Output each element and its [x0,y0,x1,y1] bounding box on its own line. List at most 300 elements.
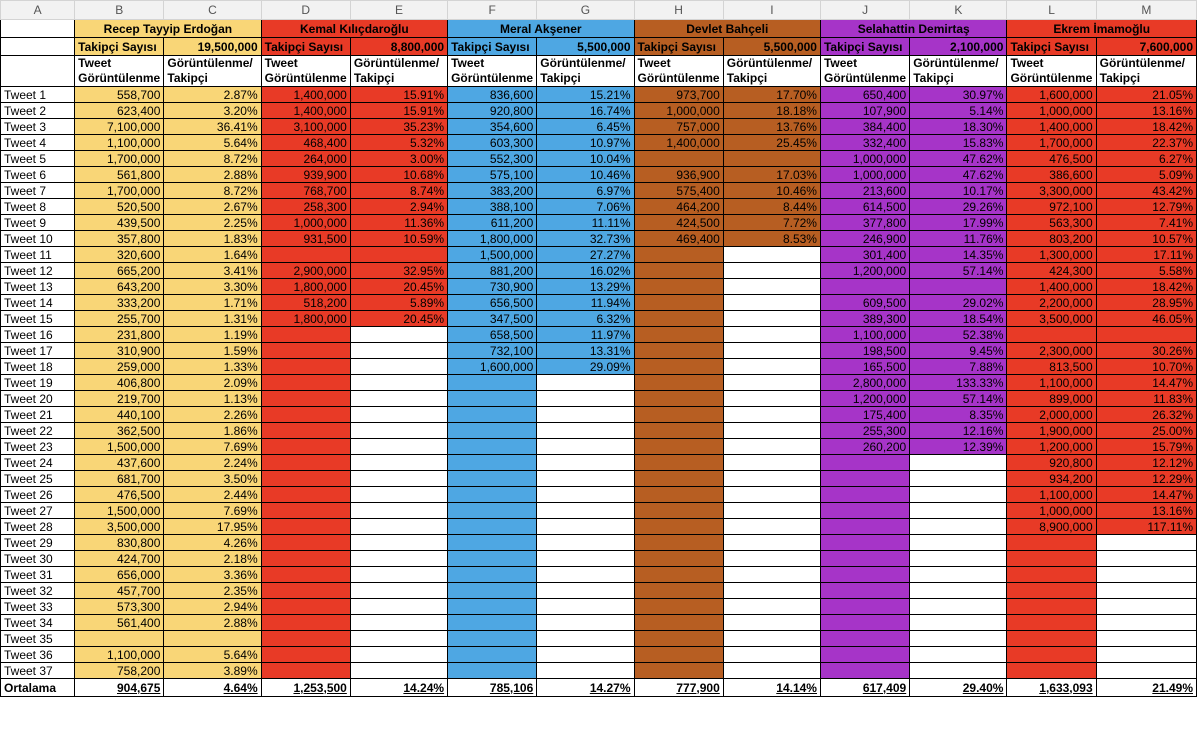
row-label[interactable]: Tweet 21 [1,407,75,423]
views-cell-erdogan[interactable]: 259,000 [75,359,164,375]
views-cell-kilicdaroglu[interactable]: 468,400 [261,135,350,151]
ratio-cell-imamoglu[interactable]: 12.12% [1096,455,1196,471]
ratio-cell-kilicdaroglu[interactable] [350,647,447,663]
views-cell-imamoglu[interactable]: 934,200 [1007,471,1096,487]
views-cell-bahceli[interactable]: 936,900 [634,167,723,183]
views-cell-demirtas[interactable]: 301,400 [820,247,909,263]
ratio-cell-demirtas[interactable]: 57.14% [910,391,1007,407]
views-cell-bahceli[interactable] [634,327,723,343]
views-cell-imamoglu[interactable]: 920,800 [1007,455,1096,471]
views-cell-kilicdaroglu[interactable] [261,631,350,647]
views-cell-aksener[interactable]: 347,500 [448,311,537,327]
views-cell-aksener[interactable] [448,407,537,423]
ratio-cell-demirtas[interactable]: 15.83% [910,135,1007,151]
ratio-cell-bahceli[interactable] [723,311,820,327]
views-cell-imamoglu[interactable]: 1,100,000 [1007,487,1096,503]
ratio-cell-erdogan[interactable]: 2.67% [164,199,261,215]
views-cell-bahceli[interactable] [634,615,723,631]
ratio-cell-demirtas[interactable]: 18.30% [910,119,1007,135]
views-cell-imamoglu[interactable]: 2,200,000 [1007,295,1096,311]
views-cell-kilicdaroglu[interactable]: 264,000 [261,151,350,167]
ratio-cell-aksener[interactable] [537,391,634,407]
column-header-D[interactable]: D [261,1,350,20]
views-cell-kilicdaroglu[interactable] [261,519,350,535]
views-cell-aksener[interactable]: 658,500 [448,327,537,343]
views-cell-demirtas[interactable] [820,663,909,679]
ratio-cell-erdogan[interactable]: 3.50% [164,471,261,487]
ratio-cell-imamoglu[interactable]: 11.83% [1096,391,1196,407]
column-header-F[interactable]: F [448,1,537,20]
views-cell-aksener[interactable] [448,647,537,663]
ratio-cell-demirtas[interactable]: 14.35% [910,247,1007,263]
ratio-cell-bahceli[interactable] [723,615,820,631]
views-header-aksener[interactable]: Tweet Görüntülenme [448,56,537,87]
candidate-name-kilicdaroglu[interactable]: Kemal Kılıçdaroğlu [261,20,447,38]
ratio-cell-demirtas[interactable] [910,599,1007,615]
views-cell-bahceli[interactable] [634,631,723,647]
views-cell-bahceli[interactable] [634,583,723,599]
row-label[interactable]: Tweet 33 [1,599,75,615]
ratio-cell-imamoglu[interactable] [1096,599,1196,615]
views-cell-aksener[interactable]: 575,100 [448,167,537,183]
ratio-cell-imamoglu[interactable]: 7.41% [1096,215,1196,231]
ratio-cell-kilicdaroglu[interactable] [350,615,447,631]
views-cell-imamoglu[interactable]: 1,300,000 [1007,247,1096,263]
views-cell-aksener[interactable]: 1,800,000 [448,231,537,247]
follower-label-aksener[interactable]: Takipçi Sayısı [448,38,537,56]
ratio-cell-demirtas[interactable] [910,535,1007,551]
ratio-cell-bahceli[interactable] [723,455,820,471]
views-cell-bahceli[interactable] [634,247,723,263]
views-cell-imamoglu[interactable]: 813,500 [1007,359,1096,375]
row-label[interactable]: Tweet 15 [1,311,75,327]
views-cell-kilicdaroglu[interactable]: 3,100,000 [261,119,350,135]
ratio-cell-demirtas[interactable] [910,279,1007,295]
ratio-header-aksener[interactable]: Görüntülenme/ Takipçi [537,56,634,87]
views-cell-imamoglu[interactable] [1007,599,1096,615]
ratio-cell-aksener[interactable]: 6.45% [537,119,634,135]
ratio-cell-erdogan[interactable]: 7.69% [164,503,261,519]
ratio-cell-bahceli[interactable] [723,423,820,439]
ratio-cell-imamoglu[interactable] [1096,631,1196,647]
views-cell-imamoglu[interactable]: 1,900,000 [1007,423,1096,439]
ratio-cell-bahceli[interactable] [723,551,820,567]
ratio-cell-aksener[interactable]: 16.74% [537,103,634,119]
row-label[interactable]: Tweet 27 [1,503,75,519]
ratio-cell-demirtas[interactable] [910,663,1007,679]
row-label[interactable]: Tweet 9 [1,215,75,231]
row-label[interactable]: Tweet 3 [1,119,75,135]
views-cell-bahceli[interactable]: 1,000,000 [634,103,723,119]
views-cell-aksener[interactable]: 1,600,000 [448,359,537,375]
ratio-cell-demirtas[interactable]: 57.14% [910,263,1007,279]
views-cell-imamoglu[interactable]: 8,900,000 [1007,519,1096,535]
ratio-cell-demirtas[interactable] [910,551,1007,567]
ratio-cell-aksener[interactable]: 10.46% [537,167,634,183]
column-header-H[interactable]: H [634,1,723,20]
ratio-cell-aksener[interactable] [537,615,634,631]
row-label[interactable]: Tweet 32 [1,583,75,599]
ratio-cell-aksener[interactable]: 15.21% [537,87,634,103]
ratio-cell-erdogan[interactable]: 1.33% [164,359,261,375]
views-header-demirtas[interactable]: Tweet Görüntülenme [820,56,909,87]
ratio-cell-bahceli[interactable]: 8.44% [723,199,820,215]
views-cell-bahceli[interactable]: 464,200 [634,199,723,215]
views-cell-aksener[interactable] [448,423,537,439]
views-cell-aksener[interactable] [448,471,537,487]
ratio-cell-aksener[interactable] [537,519,634,535]
ratio-cell-aksener[interactable]: 11.11% [537,215,634,231]
views-cell-kilicdaroglu[interactable] [261,359,350,375]
ratio-cell-demirtas[interactable] [910,487,1007,503]
views-cell-demirtas[interactable]: 389,300 [820,311,909,327]
views-cell-imamoglu[interactable]: 1,000,000 [1007,103,1096,119]
candidate-name-bahceli[interactable]: Devlet Bahçeli [634,20,820,38]
ratio-cell-kilicdaroglu[interactable]: 8.74% [350,183,447,199]
views-cell-demirtas[interactable] [820,551,909,567]
views-cell-bahceli[interactable] [634,263,723,279]
ratio-cell-bahceli[interactable] [723,663,820,679]
views-cell-imamoglu[interactable] [1007,551,1096,567]
views-cell-kilicdaroglu[interactable] [261,567,350,583]
views-cell-erdogan[interactable]: 1,500,000 [75,503,164,519]
ratio-cell-erdogan[interactable]: 3.36% [164,567,261,583]
ratio-header-demirtas[interactable]: Görüntülenme/ Takipçi [910,56,1007,87]
row-label[interactable]: Tweet 18 [1,359,75,375]
views-cell-aksener[interactable] [448,583,537,599]
views-cell-bahceli[interactable]: 575,400 [634,183,723,199]
views-cell-imamoglu[interactable]: 899,000 [1007,391,1096,407]
views-cell-aksener[interactable] [448,615,537,631]
views-cell-kilicdaroglu[interactable]: 2,900,000 [261,263,350,279]
ratio-cell-aksener[interactable] [537,375,634,391]
ratio-cell-aksener[interactable]: 27.27% [537,247,634,263]
views-cell-kilicdaroglu[interactable]: 939,900 [261,167,350,183]
column-header-A[interactable]: A [1,1,75,20]
ratio-cell-bahceli[interactable] [723,327,820,343]
ratio-cell-bahceli[interactable] [723,503,820,519]
views-cell-erdogan[interactable]: 1,700,000 [75,183,164,199]
average-ratio-erdogan[interactable] [164,679,261,697]
ratio-cell-kilicdaroglu[interactable]: 10.59% [350,231,447,247]
average-views-demirtas[interactable] [820,679,909,697]
ratio-cell-bahceli[interactable] [723,343,820,359]
views-cell-kilicdaroglu[interactable] [261,375,350,391]
ratio-cell-demirtas[interactable] [910,567,1007,583]
views-cell-erdogan[interactable]: 758,200 [75,663,164,679]
ratio-cell-erdogan[interactable]: 8.72% [164,151,261,167]
views-cell-erdogan[interactable]: 320,600 [75,247,164,263]
ratio-cell-bahceli[interactable] [723,359,820,375]
views-cell-kilicdaroglu[interactable] [261,503,350,519]
row-label[interactable]: Tweet 36 [1,647,75,663]
ratio-cell-kilicdaroglu[interactable]: 10.68% [350,167,447,183]
average-views-bahceli[interactable] [634,679,723,697]
cell-a4[interactable] [1,56,75,87]
ratio-cell-imamoglu[interactable]: 12.79% [1096,199,1196,215]
views-cell-demirtas[interactable] [820,599,909,615]
ratio-cell-bahceli[interactable] [723,487,820,503]
ratio-cell-imamoglu[interactable]: 46.05% [1096,311,1196,327]
views-cell-bahceli[interactable] [634,439,723,455]
column-header-I[interactable]: I [723,1,820,20]
ratio-header-erdogan[interactable]: Görüntülenme/ Takipçi [164,56,261,87]
ratio-cell-aksener[interactable] [537,503,634,519]
follower-label-demirtas[interactable]: Takipçi Sayısı [820,38,909,56]
ratio-cell-bahceli[interactable] [723,263,820,279]
views-cell-kilicdaroglu[interactable] [261,343,350,359]
views-cell-erdogan[interactable]: 665,200 [75,263,164,279]
follower-label-bahceli[interactable]: Takipçi Sayısı [634,38,723,56]
ratio-cell-imamoglu[interactable]: 12.29% [1096,471,1196,487]
views-cell-kilicdaroglu[interactable] [261,663,350,679]
column-header-C[interactable]: C [164,1,261,20]
ratio-cell-imamoglu[interactable]: 14.47% [1096,487,1196,503]
views-cell-demirtas[interactable] [820,279,909,295]
views-cell-demirtas[interactable]: 650,400 [820,87,909,103]
views-cell-demirtas[interactable]: 377,800 [820,215,909,231]
ratio-cell-kilicdaroglu[interactable] [350,519,447,535]
ratio-cell-kilicdaroglu[interactable]: 15.91% [350,87,447,103]
follower-count-erdogan[interactable]: 19,500,000 [164,38,261,56]
views-cell-erdogan[interactable]: 310,900 [75,343,164,359]
ratio-cell-erdogan[interactable]: 7.69% [164,439,261,455]
views-cell-kilicdaroglu[interactable] [261,439,350,455]
ratio-cell-imamoglu[interactable]: 26.32% [1096,407,1196,423]
views-cell-bahceli[interactable]: 469,400 [634,231,723,247]
ratio-cell-imamoglu[interactable]: 18.42% [1096,279,1196,295]
views-cell-aksener[interactable]: 603,300 [448,135,537,151]
ratio-header-bahceli[interactable]: Görüntülenme/ Takipçi [723,56,820,87]
views-cell-kilicdaroglu[interactable] [261,407,350,423]
ratio-cell-kilicdaroglu[interactable] [350,439,447,455]
views-cell-demirtas[interactable]: 107,900 [820,103,909,119]
views-cell-kilicdaroglu[interactable] [261,391,350,407]
views-cell-demirtas[interactable] [820,503,909,519]
ratio-cell-kilicdaroglu[interactable] [350,631,447,647]
ratio-cell-aksener[interactable] [537,551,634,567]
ratio-cell-erdogan[interactable]: 2.35% [164,583,261,599]
ratio-cell-aksener[interactable] [537,487,634,503]
ratio-cell-demirtas[interactable]: 47.62% [910,151,1007,167]
ratio-cell-imamoglu[interactable]: 117.11% [1096,519,1196,535]
views-cell-bahceli[interactable] [634,391,723,407]
views-cell-bahceli[interactable] [634,279,723,295]
views-cell-imamoglu[interactable] [1007,615,1096,631]
views-cell-kilicdaroglu[interactable]: 258,300 [261,199,350,215]
ratio-cell-demirtas[interactable]: 5.14% [910,103,1007,119]
views-cell-erdogan[interactable]: 561,400 [75,615,164,631]
views-cell-bahceli[interactable]: 757,000 [634,119,723,135]
views-cell-erdogan[interactable]: 656,000 [75,567,164,583]
views-cell-demirtas[interactable]: 1,200,000 [820,263,909,279]
ratio-cell-kilicdaroglu[interactable] [350,487,447,503]
views-cell-kilicdaroglu[interactable] [261,551,350,567]
ratio-cell-aksener[interactable]: 7.06% [537,199,634,215]
ratio-cell-bahceli[interactable]: 10.46% [723,183,820,199]
ratio-cell-kilicdaroglu[interactable]: 11.36% [350,215,447,231]
ratio-cell-imamoglu[interactable]: 15.79% [1096,439,1196,455]
views-cell-bahceli[interactable] [634,519,723,535]
row-label[interactable]: Tweet 23 [1,439,75,455]
views-cell-bahceli[interactable] [634,647,723,663]
ratio-cell-erdogan[interactable]: 2.88% [164,615,261,631]
views-cell-bahceli[interactable] [634,663,723,679]
views-cell-aksener[interactable] [448,503,537,519]
views-cell-bahceli[interactable] [634,487,723,503]
views-cell-demirtas[interactable] [820,535,909,551]
ratio-header-kilicdaroglu[interactable]: Görüntülenme/ Takipçi [350,56,447,87]
ratio-cell-kilicdaroglu[interactable]: 5.32% [350,135,447,151]
ratio-cell-erdogan[interactable]: 2.18% [164,551,261,567]
views-cell-erdogan[interactable]: 457,700 [75,583,164,599]
views-header-kilicdaroglu[interactable]: Tweet Görüntülenme [261,56,350,87]
views-cell-erdogan[interactable]: 357,800 [75,231,164,247]
ratio-cell-aksener[interactable]: 11.94% [537,295,634,311]
ratio-cell-kilicdaroglu[interactable] [350,343,447,359]
views-cell-demirtas[interactable]: 332,400 [820,135,909,151]
ratio-cell-aksener[interactable]: 10.97% [537,135,634,151]
views-cell-kilicdaroglu[interactable]: 931,500 [261,231,350,247]
views-cell-erdogan[interactable]: 1,100,000 [75,647,164,663]
ratio-cell-erdogan[interactable]: 1.83% [164,231,261,247]
views-cell-demirtas[interactable]: 198,500 [820,343,909,359]
views-cell-imamoglu[interactable]: 3,300,000 [1007,183,1096,199]
row-label[interactable]: Tweet 1 [1,87,75,103]
views-cell-demirtas[interactable] [820,471,909,487]
ratio-cell-imamoglu[interactable]: 18.42% [1096,119,1196,135]
ratio-cell-erdogan[interactable] [164,631,261,647]
views-cell-demirtas[interactable]: 2,800,000 [820,375,909,391]
ratio-cell-erdogan[interactable]: 3.20% [164,103,261,119]
views-cell-erdogan[interactable]: 573,300 [75,599,164,615]
ratio-cell-demirtas[interactable]: 18.54% [910,311,1007,327]
ratio-cell-kilicdaroglu[interactable] [350,663,447,679]
row-label[interactable]: Tweet 20 [1,391,75,407]
ratio-cell-bahceli[interactable] [723,439,820,455]
row-label[interactable]: Tweet 8 [1,199,75,215]
views-cell-demirtas[interactable]: 213,600 [820,183,909,199]
views-cell-imamoglu[interactable]: 1,700,000 [1007,135,1096,151]
ratio-cell-kilicdaroglu[interactable] [350,551,447,567]
ratio-cell-imamoglu[interactable]: 22.37% [1096,135,1196,151]
views-cell-erdogan[interactable]: 406,800 [75,375,164,391]
row-label[interactable]: Tweet 12 [1,263,75,279]
views-cell-erdogan[interactable]: 561,800 [75,167,164,183]
views-cell-demirtas[interactable] [820,519,909,535]
views-cell-imamoglu[interactable]: 2,000,000 [1007,407,1096,423]
ratio-cell-kilicdaroglu[interactable]: 20.45% [350,279,447,295]
views-cell-imamoglu[interactable]: 563,300 [1007,215,1096,231]
views-cell-kilicdaroglu[interactable] [261,583,350,599]
follower-count-imamoglu[interactable]: 7,600,000 [1096,38,1196,56]
ratio-cell-erdogan[interactable]: 8.72% [164,183,261,199]
views-cell-erdogan[interactable] [75,631,164,647]
candidate-name-imamoglu[interactable]: Ekrem İmamoğlu [1007,20,1197,38]
ratio-cell-demirtas[interactable] [910,615,1007,631]
ratio-cell-erdogan[interactable]: 1.31% [164,311,261,327]
ratio-cell-demirtas[interactable]: 30.97% [910,87,1007,103]
views-cell-bahceli[interactable] [634,471,723,487]
views-cell-erdogan[interactable]: 830,800 [75,535,164,551]
views-cell-kilicdaroglu[interactable]: 1,400,000 [261,103,350,119]
views-cell-aksener[interactable]: 732,100 [448,343,537,359]
ratio-cell-bahceli[interactable] [723,583,820,599]
ratio-cell-erdogan[interactable]: 4.26% [164,535,261,551]
candidate-name-erdogan[interactable]: Recep Tayyip Erdoğan [75,20,261,38]
average-views-imamoglu[interactable] [1007,679,1096,697]
views-cell-bahceli[interactable] [634,567,723,583]
ratio-cell-demirtas[interactable] [910,519,1007,535]
ratio-cell-kilicdaroglu[interactable]: 3.00% [350,151,447,167]
ratio-cell-kilicdaroglu[interactable] [350,503,447,519]
ratio-cell-erdogan[interactable]: 1.64% [164,247,261,263]
ratio-cell-demirtas[interactable]: 47.62% [910,167,1007,183]
ratio-cell-demirtas[interactable]: 7.88% [910,359,1007,375]
ratio-cell-aksener[interactable] [537,407,634,423]
average-label[interactable]: Ortalama [1,679,75,697]
ratio-cell-aksener[interactable]: 11.97% [537,327,634,343]
average-ratio-imamoglu[interactable] [1096,679,1196,697]
views-cell-imamoglu[interactable]: 424,300 [1007,263,1096,279]
views-cell-imamoglu[interactable]: 1,100,000 [1007,375,1096,391]
ratio-cell-kilicdaroglu[interactable]: 32.95% [350,263,447,279]
ratio-cell-bahceli[interactable] [723,407,820,423]
views-header-imamoglu[interactable]: Tweet Görüntülenme [1007,56,1096,87]
ratio-cell-aksener[interactable] [537,471,634,487]
views-cell-imamoglu[interactable]: 1,600,000 [1007,87,1096,103]
ratio-cell-aksener[interactable]: 6.97% [537,183,634,199]
ratio-cell-erdogan[interactable]: 2.88% [164,167,261,183]
views-cell-imamoglu[interactable]: 972,100 [1007,199,1096,215]
views-cell-aksener[interactable] [448,455,537,471]
row-label[interactable]: Tweet 10 [1,231,75,247]
views-cell-erdogan[interactable]: 440,100 [75,407,164,423]
ratio-cell-bahceli[interactable]: 13.76% [723,119,820,135]
ratio-cell-aksener[interactable]: 13.31% [537,343,634,359]
views-cell-kilicdaroglu[interactable] [261,423,350,439]
follower-count-aksener[interactable]: 5,500,000 [537,38,634,56]
row-label[interactable]: Tweet 29 [1,535,75,551]
ratio-cell-kilicdaroglu[interactable] [350,423,447,439]
ratio-cell-erdogan[interactable]: 2.26% [164,407,261,423]
cell-a2[interactable] [1,20,75,38]
ratio-cell-erdogan[interactable]: 1.71% [164,295,261,311]
candidate-name-demirtas[interactable]: Selahattin Demirtaş [820,20,1006,38]
ratio-cell-aksener[interactable]: 10.04% [537,151,634,167]
ratio-cell-kilicdaroglu[interactable]: 15.91% [350,103,447,119]
views-cell-kilicdaroglu[interactable]: 1,800,000 [261,311,350,327]
ratio-cell-imamoglu[interactable]: 30.26% [1096,343,1196,359]
average-ratio-bahceli[interactable] [723,679,820,697]
ratio-cell-demirtas[interactable]: 29.26% [910,199,1007,215]
ratio-cell-imamoglu[interactable]: 10.70% [1096,359,1196,375]
views-cell-aksener[interactable]: 836,600 [448,87,537,103]
views-cell-demirtas[interactable] [820,615,909,631]
ratio-cell-kilicdaroglu[interactable]: 2.94% [350,199,447,215]
views-cell-erdogan[interactable]: 1,700,000 [75,151,164,167]
follower-label-erdogan[interactable]: Takipçi Sayısı [75,38,164,56]
row-label[interactable]: Tweet 25 [1,471,75,487]
ratio-cell-bahceli[interactable] [723,279,820,295]
ratio-cell-demirtas[interactable] [910,583,1007,599]
views-cell-bahceli[interactable] [634,551,723,567]
ratio-cell-imamoglu[interactable]: 21.05% [1096,87,1196,103]
ratio-cell-bahceli[interactable] [723,631,820,647]
ratio-cell-demirtas[interactable]: 12.16% [910,423,1007,439]
ratio-cell-erdogan[interactable]: 2.44% [164,487,261,503]
ratio-cell-bahceli[interactable]: 25.45% [723,135,820,151]
